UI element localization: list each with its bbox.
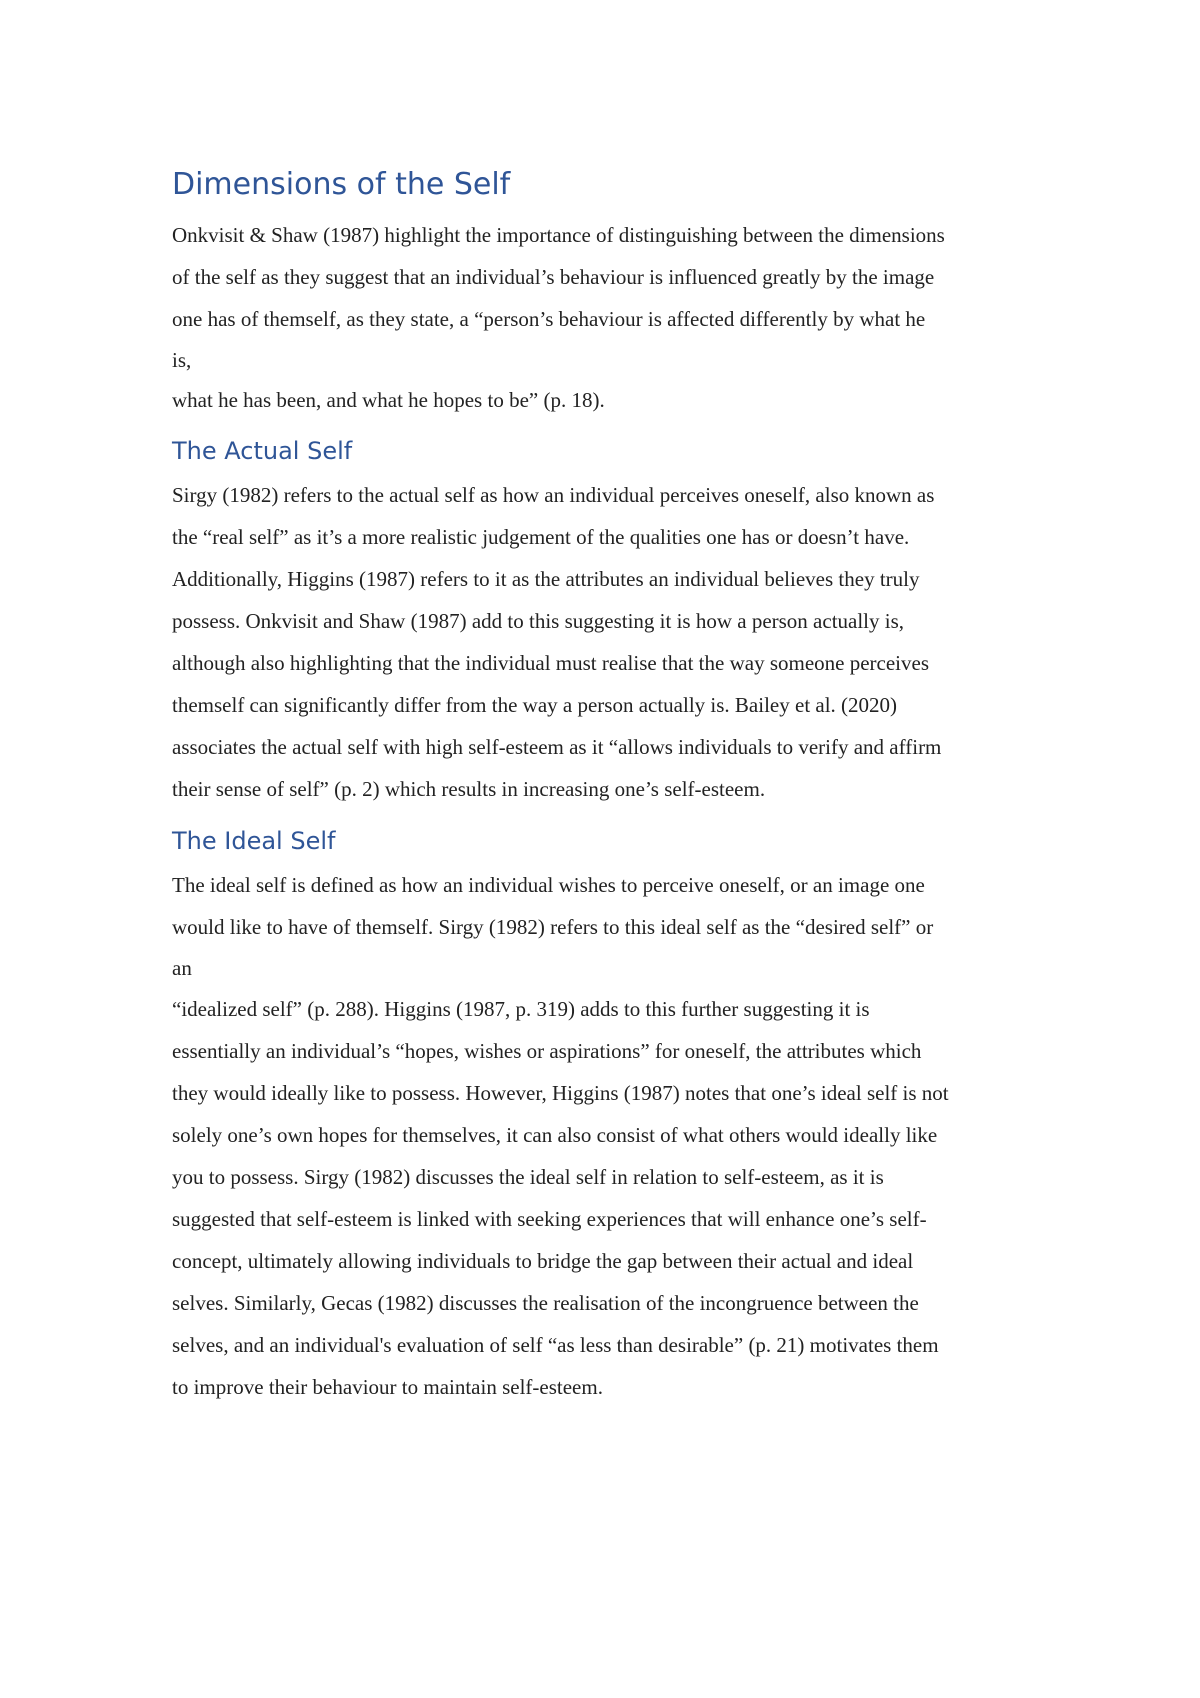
page-title: Dimensions of the Self	[172, 167, 511, 202]
paragraph-line: the “real self” as it’s a more realistic judgement of the qualities one has or doesn’t have.	[172, 525, 910, 549]
paragraph-line: they would ideally like to possess. However, Higgins (1987) notes that one’s ideal self is not	[172, 1081, 949, 1105]
paragraph-line: what he has been, and what he hopes to be” (p. 18).	[172, 388, 605, 412]
paragraph-line: although also highlighting that the individual must realise that the way someone perceives	[172, 651, 929, 675]
paragraph-line: essentially an individual’s “hopes, wishes or aspirations” for oneself, the attributes which	[172, 1039, 922, 1063]
paragraph-line: is,	[172, 348, 192, 372]
paragraph-line: would like to have of themself. Sirgy (1982) refers to this ideal self as the “desired self” or	[172, 915, 934, 939]
paragraph-line: selves, and an individual's evaluation of self “as less than desirable” (p. 21) motivates them	[172, 1333, 939, 1357]
section-heading-ideal-self: The Ideal Self	[172, 827, 336, 855]
paragraph-line: one has of themself, as they state, a “person’s behaviour is affected differently by what he	[172, 307, 926, 331]
paragraph-line: Onkvisit & Shaw (1987) highlight the importance of distinguishing between the dimensions	[172, 223, 945, 247]
paragraph-line: concept, ultimately allowing individuals to bridge the gap between their actual and ideal	[172, 1249, 914, 1273]
ideal-self-paragraph	[172, 864, 1042, 1408]
paragraph-line: selves. Similarly, Gecas (1982) discusses the realisation of the incongruence between the	[172, 1291, 919, 1315]
paragraph-line: possess. Onkvisit and Shaw (1987) add to this suggesting it is how a person actually is,	[172, 609, 905, 633]
paragraph-line: The ideal self is defined as how an individual wishes to perceive oneself, or an image one	[172, 873, 925, 897]
paragraph-line: an	[172, 956, 192, 980]
paragraph-line: their sense of self” (p. 2) which results in increasing one’s self-esteem.	[172, 777, 766, 801]
paragraph-line: Additionally, Higgins (1987) refers to it as the attributes an individual believes they truly	[172, 567, 920, 591]
paragraph-line: associates the actual self with high self-esteem as it “allows individuals to verify and affirm	[172, 735, 942, 759]
paragraph-line: themself can significantly differ from the way a person actually is. Bailey et al. (2020)	[172, 693, 898, 717]
section-heading-actual-self: The Actual Self	[172, 437, 353, 465]
paragraph-line: Sirgy (1982) refers to the actual self as how an individual perceives oneself, also known as	[172, 483, 935, 507]
paragraph-line: to improve their behaviour to maintain self-esteem.	[172, 1375, 603, 1399]
document-page	[172, 160, 1042, 1408]
paragraph-line: you to possess. Sirgy (1982) discusses the ideal self in relation to self-esteem, as it is	[172, 1165, 884, 1189]
paragraph-line: suggested that self-esteem is linked with seeking experiences that will enhance one’s self-	[172, 1207, 927, 1231]
actual-self-paragraph	[172, 474, 1042, 810]
paragraph-line: of the self as they suggest that an individual’s behaviour is influenced greatly by the image	[172, 265, 935, 289]
paragraph-line: “idealized self” (p. 288). Higgins (1987, p. 319) adds to this further suggesting it is	[172, 997, 870, 1021]
paragraph-line: solely one’s own hopes for themselves, it can also consist of what others would ideally like	[172, 1123, 938, 1147]
intro-paragraph	[172, 214, 1042, 420]
